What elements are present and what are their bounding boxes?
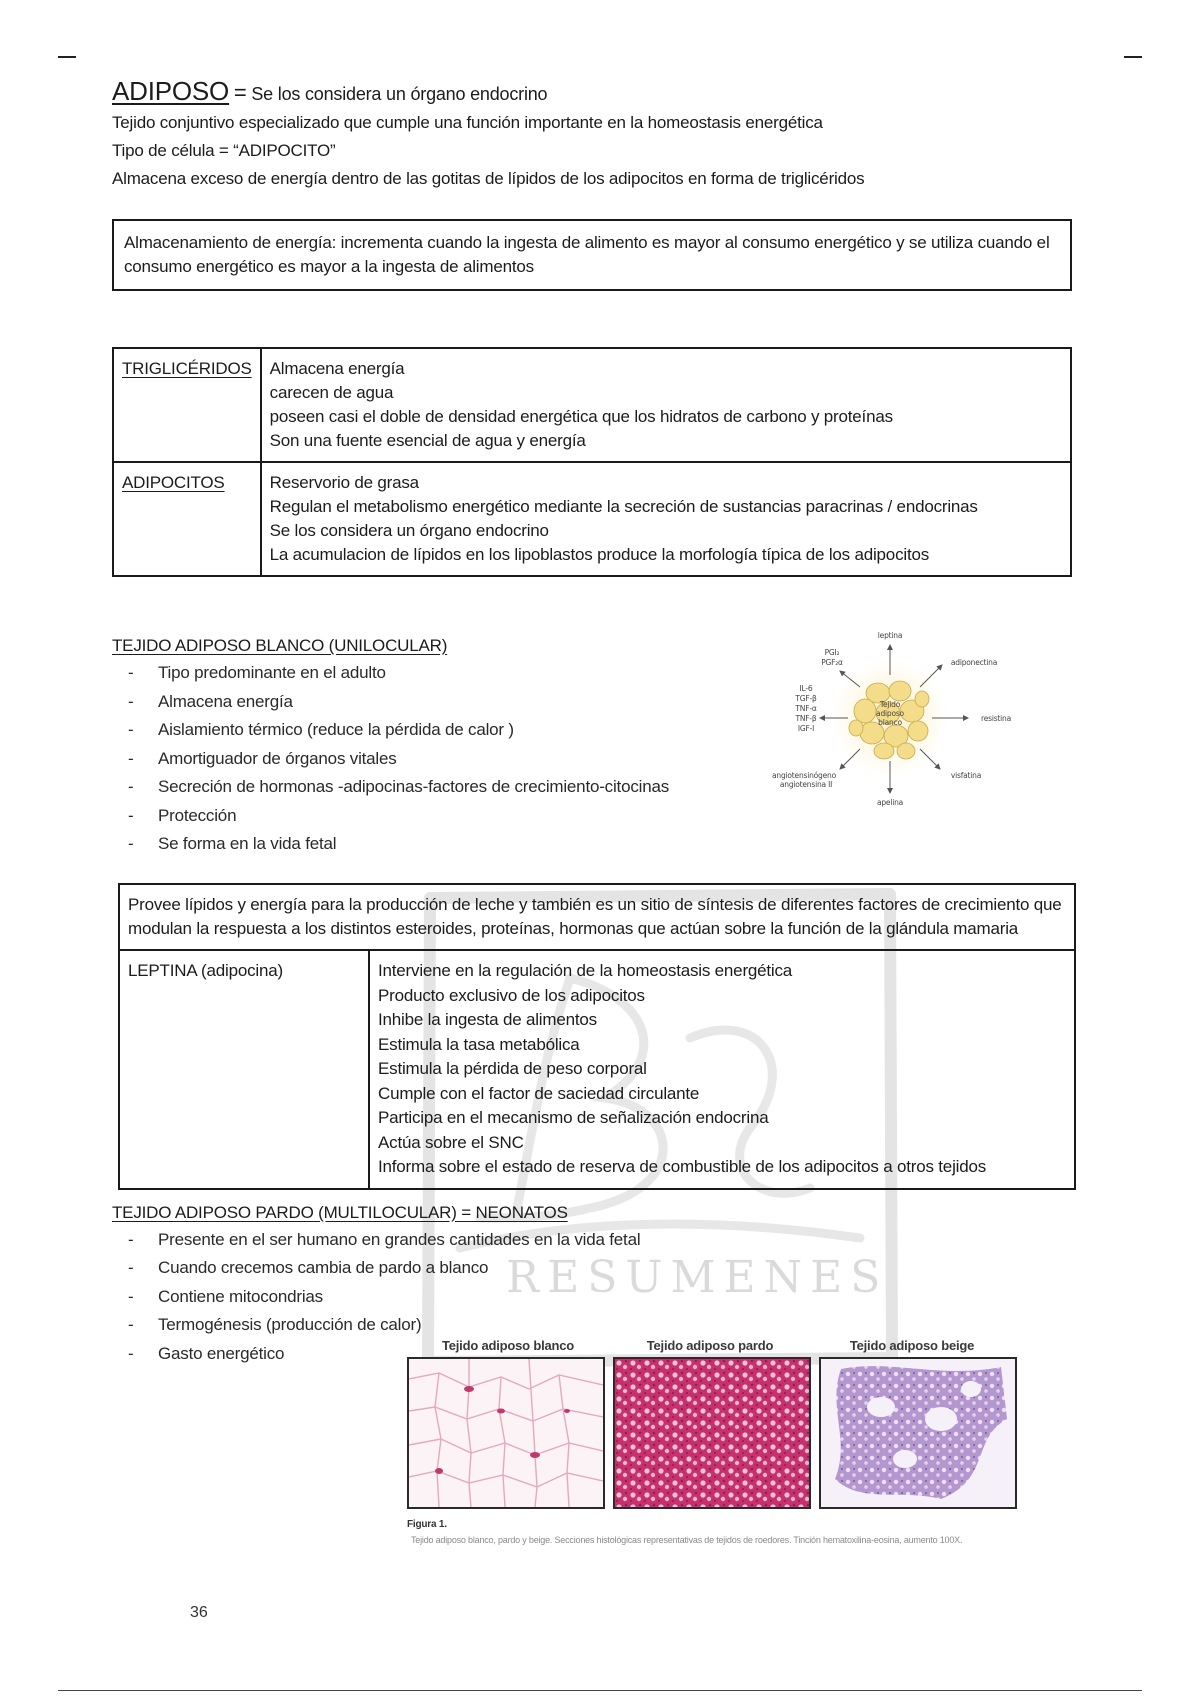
bottom-rule xyxy=(58,1690,1142,1691)
main-title: ADIPOSO xyxy=(112,76,230,106)
list-item: - Aislamiento térmico (reduce la pérdida de calor ) xyxy=(128,716,1072,745)
title-equals: = xyxy=(233,80,247,105)
watermark-text: RESUMENES xyxy=(506,1252,889,1303)
top-left-page-mark xyxy=(58,56,76,58)
brown-adipose-micrograph xyxy=(613,1357,811,1509)
list-item: - Secreción de hormonas -adipocinas-factores de crecimiento-citocinas xyxy=(128,773,1072,802)
list-item: - Contiene mitocondrias xyxy=(128,1283,1072,1312)
white-adipose-micrograph xyxy=(407,1357,605,1509)
diagram-center-label: blanco xyxy=(878,718,902,727)
figure-panels xyxy=(407,1357,1027,1509)
label-left-factor: IGF-I xyxy=(797,724,815,733)
leptin-line: Cumple con el factor de saciedad circulante xyxy=(378,1083,700,1103)
leptin-content xyxy=(369,951,1074,1188)
row-line: Son una fuente esencial de agua y energía xyxy=(269,431,586,450)
main-subtitle: Se los considera un órgano endocrino xyxy=(251,84,548,104)
table-row xyxy=(113,348,1071,462)
row-content xyxy=(261,348,1071,462)
leptin-line: Actúa sobre el SNC xyxy=(378,1132,524,1152)
list-item: - Presente en el ser humano en grandes cantidades en la vida fetal xyxy=(128,1226,1072,1255)
figure-panel-titles xyxy=(407,1338,1027,1353)
brown-adipose-section xyxy=(112,1200,1072,1545)
label-adiponectina: adiponectina xyxy=(950,658,998,667)
row-line: Regulan el metabolismo energético mediante la secreción de sustancias paracrinas / endocrinas xyxy=(269,497,978,516)
diagram-center-label: Tejido xyxy=(879,700,901,709)
leptin-line: Producto exclusivo de los adipocitos xyxy=(378,985,645,1005)
leptin-box xyxy=(118,883,1076,1190)
row-line: poseen casi el doble de densidad energética que los hidratos de carbono y proteínas xyxy=(269,407,893,426)
intro-line: Tejido conjuntivo especializado que cumple una función importante en la homeostasis energética xyxy=(112,113,823,132)
row-label: ADIPOCITOS xyxy=(113,462,261,576)
list-item: - Amortiguador de órganos vitales xyxy=(128,745,1072,774)
leptin-line: Inhibe la ingesta de alimentos xyxy=(378,1010,597,1029)
label-left-factor: TNF-β xyxy=(795,714,817,723)
label-leptina: leptina xyxy=(877,631,903,640)
label-prostaglandin: PGI₂ xyxy=(824,648,840,657)
white-adipose-title: TEJIDO ADIPOSO BLANCO (UNILOCULAR) xyxy=(112,636,448,655)
label-angiotensina: angiotensina II xyxy=(779,780,833,789)
page-number: 36 xyxy=(190,1604,208,1621)
table-row xyxy=(120,951,1074,1188)
row-line: La acumulacion de lípidos en los lipoblastos produce la morfología típica de los adipocitos xyxy=(269,545,930,564)
leptin-table xyxy=(120,951,1074,1188)
leptin-line: Informa sobre el estado de reserva de combustible de los adipocitos a otros tejidos xyxy=(378,1157,987,1176)
list-item: - Almacena energía xyxy=(128,688,1072,717)
figure-caption: Tejido adiposo blanco, pardo y beige. Secciones histológicas representativas de tejidos de roedores. Tinción hematoxilina-eosina, aumento 100X. xyxy=(411,1534,963,1545)
panel-title-beige: Tejido adiposo beige xyxy=(849,1337,975,1353)
label-left-factor: TNF-α xyxy=(795,704,817,713)
intro-line: Almacena exceso de energía dentro de las gotitas de lípidos de los adipocitos en forma de triglicéridos xyxy=(112,169,865,188)
diagram-center-label: adiposo xyxy=(876,709,904,718)
provee-text: Provee lípidos y energía para la producción de leche y también es un sitio de síntesis de diferentes factores de crecimiento que modulan la respuesta a los distintos esteroides, proteínas, hormonas que actúan sobre la función de la glándula mamaria xyxy=(120,885,1074,951)
label-left-factor: TGF-β xyxy=(795,694,817,703)
document-header xyxy=(112,76,1072,109)
table-row xyxy=(113,462,1071,576)
figure-caption-title: Figura 1. xyxy=(407,1518,447,1530)
document-body xyxy=(112,76,1072,1545)
list-item: - Termogénesis (producción de calor) xyxy=(128,1311,1072,1340)
label-apelina: apelina xyxy=(876,798,904,807)
leptin-label: LEPTINA (adipocina) xyxy=(120,951,369,1188)
row-line: carecen de agua xyxy=(269,383,394,402)
top-right-page-mark xyxy=(1124,56,1142,58)
panel-title-brown: Tejido adiposo pardo xyxy=(646,1337,774,1353)
row-line: Almacena energía xyxy=(269,359,405,378)
beige-adipose-micrograph xyxy=(819,1357,1017,1509)
white-adipose-section xyxy=(112,633,1072,853)
energy-storage-box: Almacenamiento de energía: incrementa cuando la ingesta de alimento es mayor al consumo energético y se utiliza cuando el consumo energético es mayor a la ingesta de alimentos xyxy=(112,219,1072,291)
list-item: - Gasto energético xyxy=(128,1340,1072,1369)
label-visfatina: visfatina xyxy=(950,771,982,780)
triglycerides-adipocytes-table xyxy=(112,347,1072,577)
list-item: - Cuando crecemos cambia de pardo a blanco xyxy=(128,1254,1072,1283)
row-line: Se los considera un órgano endocrino xyxy=(269,521,549,540)
adipokine-diagram xyxy=(760,623,1020,813)
leptin-line: Estimula la tasa metabólica xyxy=(378,1034,580,1054)
row-line: Reservorio de grasa xyxy=(269,473,419,492)
brown-adipose-title: TEJIDO ADIPOSO PARDO (MULTILOCULAR) = NEONATOS xyxy=(112,1202,568,1222)
label-angiotensinogeno: angiotensinógeno xyxy=(772,771,836,780)
leptin-line: Estimula la pérdida de peso corporal xyxy=(378,1059,647,1078)
leptin-line: Participa en el mecanismo de señalización endocrina xyxy=(378,1108,769,1127)
label-left-factor: IL-6 xyxy=(799,684,813,693)
row-content xyxy=(261,462,1071,576)
list-item: - Tipo predominante en el adulto xyxy=(128,659,1072,688)
label-resistina: resistina xyxy=(980,714,1012,723)
label-prostaglandin: PGF₂α xyxy=(821,658,843,667)
row-label: TRIGLICÉRIDOS xyxy=(113,348,261,462)
leptin-line: Interviene en la regulación de la homeostasis energética xyxy=(378,961,793,980)
histology-figure xyxy=(407,1338,1027,1547)
intro-line: Tipo de célula = “ADIPOCITO” xyxy=(112,141,336,160)
panel-title-white: Tejido adiposo blanco xyxy=(441,1337,575,1353)
list-item: - Protección xyxy=(128,802,1072,831)
list-item: - Se forma en la vida fetal xyxy=(128,830,1072,859)
